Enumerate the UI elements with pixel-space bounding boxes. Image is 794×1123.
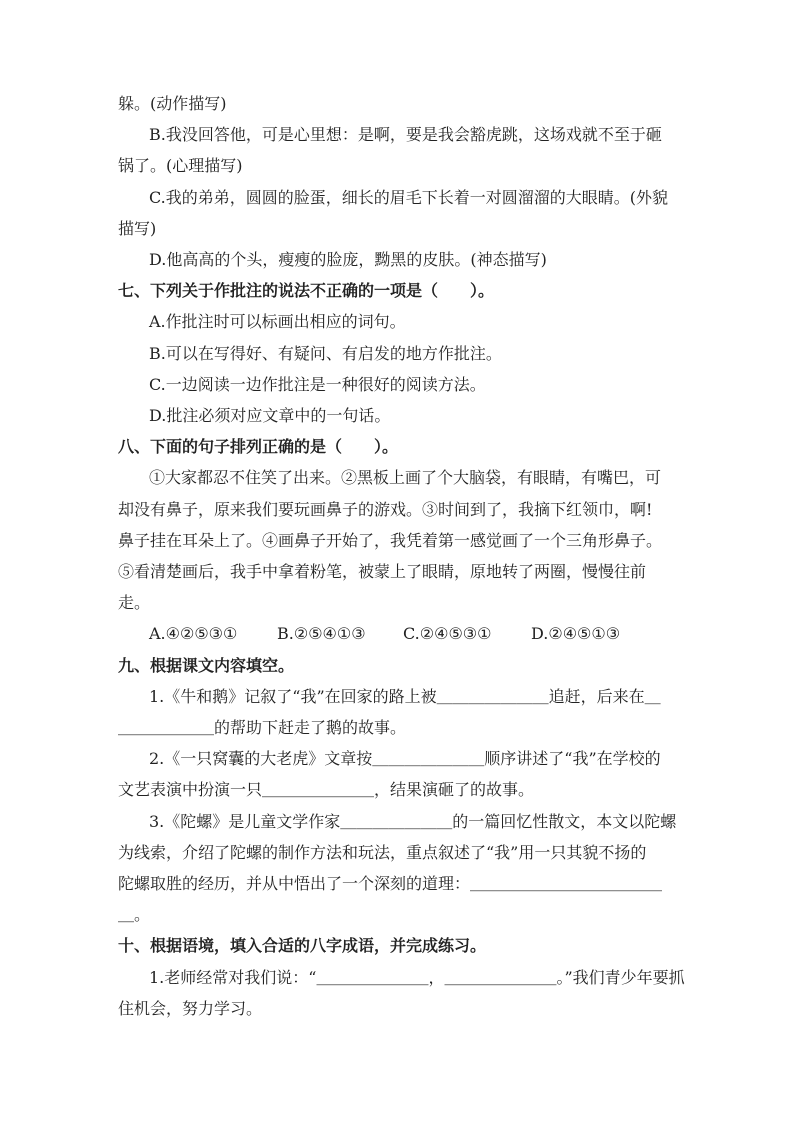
q9-item-3-cont: ＿。 xyxy=(118,905,151,925)
q8-option-a: A.④②⑤③① xyxy=(149,624,238,644)
q7-option-a: A.作批注时可以标画出相应的词句。 xyxy=(149,312,406,332)
q9-item-3: 3.《陀螺》是儿童文学作家＿＿＿＿＿＿＿的一篇回忆性散文，本文以陀螺 xyxy=(149,811,677,831)
q8-options-row xyxy=(118,618,678,649)
text-line: 躲。(动作描写) xyxy=(118,94,227,113)
q8-passage-line: 鼻子挂在耳朵上了。④画鼻子开始了，我凭着第一感觉画了一个三角形鼻子。 xyxy=(118,530,663,550)
question-9-heading: 九、根据课文内容填空。 xyxy=(118,655,295,675)
question-8-heading: 八、下面的句子排列正确的是（ ）。 xyxy=(118,437,399,457)
q8-passage-line: ①大家都忍不住笑了出来。②黑板上画了个大脑袋，有眼睛，有嘴巴，可 xyxy=(149,468,662,488)
q8-option-c: C.②④⑤③① xyxy=(403,624,492,644)
option-d-line: D.他高高的个头，瘦瘦的脸庞，黝黑的皮肤。(神态描写) xyxy=(149,250,547,270)
document-page xyxy=(118,88,685,1024)
q7-option-d: D.批注必须对应文章中的一句话。 xyxy=(149,406,391,426)
q9-item-3-cont: 为线索，介绍了陀螺的制作方法和玩法，重点叙述了“我”用一只其貌不扬的 xyxy=(118,842,647,862)
q10-item-1-cont: 住机会，努力学习。 xyxy=(118,998,263,1018)
q9-item-1: 1.《牛和鹅》记叙了“我”在回家的路上被＿＿＿＿＿＿＿追赶，后来在＿ xyxy=(149,686,661,706)
q8-option-b: B.②⑤④①③ xyxy=(277,624,366,644)
q9-item-3-cont: 陀螺取胜的经历，并从中悟出了一个深刻的道理：＿＿＿＿＿＿＿＿＿＿＿＿ xyxy=(118,874,663,894)
q7-option-c: C.一边阅读一边作批注是一种很好的阅读方法。 xyxy=(149,374,486,394)
q9-item-1-cont: ＿＿＿＿＿＿的帮助下赶走了鹅的故事。 xyxy=(118,718,407,738)
option-c-line: C.我的弟弟，圆圆的脸蛋，细长的眉毛下长着一对圆溜溜的大眼睛。(外貌 xyxy=(149,187,669,207)
question-10-heading: 十、根据语境，填入合适的八字成语，并完成练习。 xyxy=(118,936,487,956)
text-line: 描写) xyxy=(118,218,157,238)
q8-passage-line: 走。 xyxy=(118,593,151,613)
q9-item-2-cont: 文艺表演中扮演一只＿＿＿＿＿＿＿，结果演砸了的故事。 xyxy=(118,780,535,800)
q8-option-d: D.②④⑤①③ xyxy=(531,624,621,644)
text-line: 锅了。(心理描写) xyxy=(118,156,243,176)
q10-item-1: 1.老师经常对我们说：“＿＿＿＿＿＿＿，＿＿＿＿＿＿＿。”我们青少年要抓 xyxy=(149,967,685,987)
option-b-line: B.我没回答他，可是心里想：是啊，要是我会豁虎跳，这场戏就不至于砸 xyxy=(149,125,662,145)
q8-passage-line: ⑤看清楚画后，我手中拿着粉笔，被蒙上了眼睛，原地转了两圈，慢慢往前 xyxy=(118,562,647,582)
q9-item-2: 2.《一只窝囊的大老虎》文章按＿＿＿＿＿＿＿顺序讲述了“我”在学校的 xyxy=(149,749,661,769)
q7-option-b: B.可以在写得好、有疑问、有启发的地方作批注。 xyxy=(149,343,502,363)
question-7-heading: 七、下列关于作批注的说法不正确的一项是（ ）。 xyxy=(118,281,495,301)
q8-passage-line: 却没有鼻子，原来我们要玩画鼻子的游戏。③时间到了，我摘下红领巾，啊! xyxy=(118,499,653,519)
